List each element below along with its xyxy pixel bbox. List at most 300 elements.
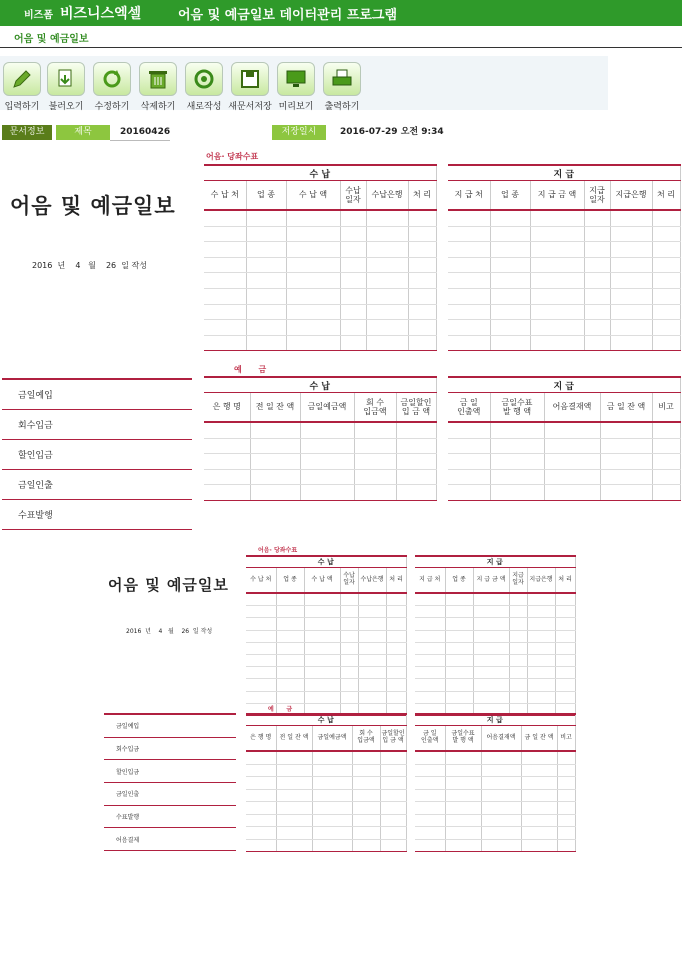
table-cell[interactable]	[448, 335, 490, 351]
table-cell[interactable]	[415, 789, 445, 802]
table-cell[interactable]	[530, 242, 584, 258]
table-cell[interactable]	[509, 654, 527, 666]
table-cell[interactable]	[481, 839, 521, 852]
table-cell[interactable]	[396, 469, 436, 485]
table-cell[interactable]	[286, 335, 340, 351]
table-cell[interactable]	[509, 630, 527, 642]
table-cell[interactable]	[358, 642, 386, 654]
table-cell[interactable]	[396, 485, 436, 501]
table-cell[interactable]	[448, 210, 490, 226]
table-cell[interactable]	[600, 438, 652, 454]
table-cell[interactable]	[473, 642, 509, 654]
table-cell[interactable]	[527, 691, 555, 703]
table-cell[interactable]	[380, 751, 406, 764]
table-cell[interactable]	[490, 320, 530, 336]
table-cell[interactable]	[352, 789, 380, 802]
table-cell[interactable]	[408, 288, 436, 304]
table-cell[interactable]	[473, 606, 509, 618]
table-cell[interactable]	[448, 422, 490, 438]
table-cell[interactable]	[584, 304, 610, 320]
table-cell[interactable]	[380, 839, 406, 852]
table-cell[interactable]	[610, 210, 652, 226]
table-cell[interactable]	[415, 606, 445, 618]
table-cell[interactable]	[340, 210, 366, 226]
table-cell[interactable]	[490, 304, 530, 320]
table-cell[interactable]	[527, 667, 555, 679]
table-cell[interactable]	[366, 242, 408, 258]
table-cell[interactable]	[204, 335, 246, 351]
table-cell[interactable]	[530, 335, 584, 351]
table-cell[interactable]	[386, 606, 406, 618]
table-cell[interactable]	[509, 691, 527, 703]
table-cell[interactable]	[527, 642, 555, 654]
table-cell[interactable]	[366, 257, 408, 273]
table-cell[interactable]	[415, 630, 445, 642]
table-cell[interactable]	[204, 485, 250, 501]
table-cell[interactable]	[448, 320, 490, 336]
table-cell[interactable]	[246, 691, 276, 703]
table-cell[interactable]	[276, 827, 312, 840]
table-cell[interactable]	[530, 320, 584, 336]
table-cell[interactable]	[304, 593, 340, 606]
table-cell[interactable]	[352, 802, 380, 815]
table-cell[interactable]	[448, 242, 490, 258]
table-cell[interactable]	[380, 814, 406, 827]
table-cell[interactable]	[555, 654, 575, 666]
table-cell[interactable]	[652, 257, 680, 273]
table-cell[interactable]	[445, 802, 481, 815]
table-cell[interactable]	[445, 679, 473, 691]
table-cell[interactable]	[652, 438, 680, 454]
table-cell[interactable]	[204, 242, 246, 258]
table-cell[interactable]	[610, 320, 652, 336]
table-cell[interactable]	[204, 273, 246, 289]
table-cell[interactable]	[652, 304, 680, 320]
table-cell[interactable]	[445, 593, 473, 606]
table-cell[interactable]	[445, 667, 473, 679]
table-cell[interactable]	[246, 802, 276, 815]
table-cell[interactable]	[286, 257, 340, 273]
table-cell[interactable]	[300, 438, 354, 454]
table-cell[interactable]	[366, 210, 408, 226]
table-cell[interactable]	[652, 273, 680, 289]
table-cell[interactable]	[246, 288, 286, 304]
table-cell[interactable]	[386, 593, 406, 606]
table-cell[interactable]	[250, 469, 300, 485]
table-cell[interactable]	[300, 469, 354, 485]
table-cell[interactable]	[527, 618, 555, 630]
table-cell[interactable]	[276, 679, 304, 691]
table-cell[interactable]	[473, 630, 509, 642]
table-cell[interactable]	[386, 667, 406, 679]
table-cell[interactable]	[276, 667, 304, 679]
table-cell[interactable]	[527, 654, 555, 666]
table-cell[interactable]	[286, 273, 340, 289]
delete-button[interactable]	[136, 62, 180, 112]
edit-button[interactable]	[90, 62, 134, 112]
table-cell[interactable]	[286, 304, 340, 320]
table-cell[interactable]	[386, 618, 406, 630]
table-cell[interactable]	[352, 827, 380, 840]
table-cell[interactable]	[204, 288, 246, 304]
table-cell[interactable]	[250, 454, 300, 470]
table-cell[interactable]	[352, 814, 380, 827]
table-cell[interactable]	[490, 288, 530, 304]
table-cell[interactable]	[340, 242, 366, 258]
table-cell[interactable]	[415, 679, 445, 691]
table-cell[interactable]	[396, 454, 436, 470]
table-cell[interactable]	[652, 469, 680, 485]
table-cell[interactable]	[276, 751, 312, 764]
table-cell[interactable]	[652, 485, 680, 501]
table-cell[interactable]	[610, 242, 652, 258]
table-cell[interactable]	[386, 691, 406, 703]
table-cell[interactable]	[557, 751, 575, 764]
table-cell[interactable]	[304, 679, 340, 691]
table-cell[interactable]	[246, 789, 276, 802]
table-cell[interactable]	[448, 304, 490, 320]
table-cell[interactable]	[246, 273, 286, 289]
table-cell[interactable]	[544, 485, 600, 501]
table-cell[interactable]	[555, 679, 575, 691]
table-cell[interactable]	[304, 642, 340, 654]
new-button[interactable]	[182, 62, 226, 112]
table-cell[interactable]	[366, 320, 408, 336]
table-cell[interactable]	[473, 691, 509, 703]
table-cell[interactable]	[312, 839, 352, 852]
table-cell[interactable]	[555, 618, 575, 630]
table-cell[interactable]	[473, 679, 509, 691]
table-cell[interactable]	[652, 335, 680, 351]
table-cell[interactable]	[276, 764, 312, 777]
table-cell[interactable]	[490, 210, 530, 226]
table-cell[interactable]	[415, 764, 445, 777]
table-cell[interactable]	[448, 257, 490, 273]
table-cell[interactable]	[246, 257, 286, 273]
table-cell[interactable]	[276, 618, 304, 630]
table-cell[interactable]	[415, 777, 445, 790]
table-cell[interactable]	[300, 454, 354, 470]
table-cell[interactable]	[448, 288, 490, 304]
table-cell[interactable]	[544, 438, 600, 454]
table-cell[interactable]	[557, 839, 575, 852]
table-cell[interactable]	[557, 802, 575, 815]
table-cell[interactable]	[358, 679, 386, 691]
preview-button[interactable]	[274, 62, 318, 112]
table-cell[interactable]	[557, 789, 575, 802]
table-cell[interactable]	[352, 751, 380, 764]
table-cell[interactable]	[652, 288, 680, 304]
table-cell[interactable]	[304, 654, 340, 666]
table-cell[interactable]	[509, 642, 527, 654]
table-cell[interactable]	[204, 438, 250, 454]
table-cell[interactable]	[340, 679, 358, 691]
table-cell[interactable]	[358, 667, 386, 679]
table-cell[interactable]	[448, 438, 490, 454]
table-cell[interactable]	[276, 593, 304, 606]
table-cell[interactable]	[448, 469, 490, 485]
table-cell[interactable]	[584, 226, 610, 242]
table-cell[interactable]	[366, 226, 408, 242]
table-cell[interactable]	[286, 320, 340, 336]
table-cell[interactable]	[250, 485, 300, 501]
input-button[interactable]	[0, 62, 44, 112]
table-cell[interactable]	[415, 751, 445, 764]
table-cell[interactable]	[584, 273, 610, 289]
table-cell[interactable]	[340, 618, 358, 630]
table-cell[interactable]	[340, 288, 366, 304]
table-cell[interactable]	[652, 226, 680, 242]
table-cell[interactable]	[312, 764, 352, 777]
table-cell[interactable]	[584, 257, 610, 273]
table-cell[interactable]	[340, 667, 358, 679]
table-cell[interactable]	[286, 242, 340, 258]
table-cell[interactable]	[530, 273, 584, 289]
table-cell[interactable]	[490, 273, 530, 289]
table-cell[interactable]	[352, 764, 380, 777]
table-cell[interactable]	[312, 814, 352, 827]
table-cell[interactable]	[246, 679, 276, 691]
table-cell[interactable]	[557, 764, 575, 777]
table-cell[interactable]	[366, 304, 408, 320]
table-cell[interactable]	[555, 630, 575, 642]
table-cell[interactable]	[415, 839, 445, 852]
table-cell[interactable]	[544, 469, 600, 485]
table-cell[interactable]	[352, 839, 380, 852]
table-cell[interactable]	[246, 630, 276, 642]
table-cell[interactable]	[276, 654, 304, 666]
table-cell[interactable]	[610, 288, 652, 304]
table-cell[interactable]	[246, 764, 276, 777]
table-cell[interactable]	[448, 454, 490, 470]
table-cell[interactable]	[473, 618, 509, 630]
table-cell[interactable]	[555, 606, 575, 618]
table-cell[interactable]	[304, 606, 340, 618]
table-cell[interactable]	[530, 304, 584, 320]
table-cell[interactable]	[246, 335, 286, 351]
table-cell[interactable]	[358, 654, 386, 666]
table-cell[interactable]	[246, 606, 276, 618]
table-cell[interactable]	[415, 827, 445, 840]
table-cell[interactable]	[415, 691, 445, 703]
table-cell[interactable]	[204, 454, 250, 470]
table-cell[interactable]	[584, 242, 610, 258]
table-cell[interactable]	[340, 642, 358, 654]
table-cell[interactable]	[354, 485, 396, 501]
table-cell[interactable]	[340, 335, 366, 351]
table-cell[interactable]	[415, 802, 445, 815]
table-cell[interactable]	[652, 454, 680, 470]
table-cell[interactable]	[509, 593, 527, 606]
table-cell[interactable]	[340, 691, 358, 703]
table-cell[interactable]	[600, 454, 652, 470]
table-cell[interactable]	[652, 320, 680, 336]
table-cell[interactable]	[521, 751, 557, 764]
table-cell[interactable]	[445, 630, 473, 642]
table-cell[interactable]	[246, 642, 276, 654]
table-cell[interactable]	[286, 210, 340, 226]
table-cell[interactable]	[358, 618, 386, 630]
table-cell[interactable]	[380, 777, 406, 790]
table-cell[interactable]	[276, 691, 304, 703]
table-cell[interactable]	[286, 288, 340, 304]
table-cell[interactable]	[557, 777, 575, 790]
table-cell[interactable]	[527, 630, 555, 642]
title-value[interactable]: 20160426	[120, 127, 171, 137]
table-cell[interactable]	[204, 469, 250, 485]
table-cell[interactable]	[415, 814, 445, 827]
table-cell[interactable]	[521, 827, 557, 840]
table-cell[interactable]	[557, 827, 575, 840]
table-cell[interactable]	[380, 802, 406, 815]
table-cell[interactable]	[300, 422, 354, 438]
table-cell[interactable]	[445, 814, 481, 827]
table-cell[interactable]	[358, 630, 386, 642]
table-cell[interactable]	[204, 257, 246, 273]
load-button[interactable]	[44, 62, 88, 112]
table-cell[interactable]	[340, 273, 366, 289]
table-cell[interactable]	[408, 304, 436, 320]
table-cell[interactable]	[521, 777, 557, 790]
table-cell[interactable]	[276, 606, 304, 618]
table-cell[interactable]	[445, 789, 481, 802]
table-cell[interactable]	[312, 802, 352, 815]
table-cell[interactable]	[610, 335, 652, 351]
table-cell[interactable]	[340, 226, 366, 242]
table-cell[interactable]	[445, 618, 473, 630]
table-cell[interactable]	[204, 320, 246, 336]
table-cell[interactable]	[276, 814, 312, 827]
table-cell[interactable]	[481, 827, 521, 840]
table-cell[interactable]	[304, 630, 340, 642]
table-cell[interactable]	[445, 839, 481, 852]
table-cell[interactable]	[521, 802, 557, 815]
table-cell[interactable]	[445, 777, 481, 790]
table-cell[interactable]	[354, 469, 396, 485]
table-cell[interactable]	[521, 839, 557, 852]
table-cell[interactable]	[408, 257, 436, 273]
table-cell[interactable]	[246, 667, 276, 679]
table-cell[interactable]	[246, 777, 276, 790]
table-cell[interactable]	[358, 593, 386, 606]
table-cell[interactable]	[312, 751, 352, 764]
table-cell[interactable]	[276, 630, 304, 642]
table-cell[interactable]	[204, 210, 246, 226]
table-cell[interactable]	[408, 210, 436, 226]
table-cell[interactable]	[490, 454, 544, 470]
table-cell[interactable]	[415, 593, 445, 606]
table-cell[interactable]	[354, 454, 396, 470]
table-cell[interactable]	[312, 789, 352, 802]
table-cell[interactable]	[304, 691, 340, 703]
table-cell[interactable]	[380, 789, 406, 802]
table-cell[interactable]	[481, 777, 521, 790]
table-cell[interactable]	[448, 226, 490, 242]
table-cell[interactable]	[530, 226, 584, 242]
table-cell[interactable]	[473, 667, 509, 679]
table-cell[interactable]	[481, 802, 521, 815]
table-cell[interactable]	[555, 642, 575, 654]
table-cell[interactable]	[366, 273, 408, 289]
table-cell[interactable]	[408, 226, 436, 242]
table-cell[interactable]	[246, 827, 276, 840]
table-cell[interactable]	[276, 642, 304, 654]
table-cell[interactable]	[584, 335, 610, 351]
table-cell[interactable]	[354, 422, 396, 438]
table-cell[interactable]	[408, 320, 436, 336]
table-cell[interactable]	[448, 485, 490, 501]
table-cell[interactable]	[557, 814, 575, 827]
table-cell[interactable]	[340, 257, 366, 273]
table-cell[interactable]	[600, 485, 652, 501]
table-cell[interactable]	[600, 422, 652, 438]
table-cell[interactable]	[286, 226, 340, 242]
table-cell[interactable]	[276, 777, 312, 790]
table-cell[interactable]	[530, 210, 584, 226]
table-cell[interactable]	[490, 469, 544, 485]
table-cell[interactable]	[312, 777, 352, 790]
table-cell[interactable]	[555, 691, 575, 703]
table-cell[interactable]	[527, 606, 555, 618]
table-cell[interactable]	[304, 667, 340, 679]
table-cell[interactable]	[358, 606, 386, 618]
table-cell[interactable]	[246, 226, 286, 242]
table-cell[interactable]	[415, 667, 445, 679]
table-cell[interactable]	[473, 593, 509, 606]
table-cell[interactable]	[386, 679, 406, 691]
table-cell[interactable]	[490, 335, 530, 351]
table-cell[interactable]	[544, 422, 600, 438]
table-cell[interactable]	[312, 827, 352, 840]
table-cell[interactable]	[408, 273, 436, 289]
table-cell[interactable]	[521, 789, 557, 802]
table-cell[interactable]	[481, 764, 521, 777]
print-button[interactable]	[320, 62, 364, 112]
table-cell[interactable]	[358, 691, 386, 703]
table-cell[interactable]	[246, 814, 276, 827]
table-cell[interactable]	[246, 242, 286, 258]
table-cell[interactable]	[366, 335, 408, 351]
table-cell[interactable]	[481, 814, 521, 827]
table-cell[interactable]	[246, 304, 286, 320]
table-cell[interactable]	[555, 593, 575, 606]
table-cell[interactable]	[408, 335, 436, 351]
table-cell[interactable]	[250, 438, 300, 454]
table-cell[interactable]	[490, 257, 530, 273]
table-cell[interactable]	[530, 257, 584, 273]
table-cell[interactable]	[610, 257, 652, 273]
table-cell[interactable]	[204, 226, 246, 242]
table-cell[interactable]	[396, 422, 436, 438]
table-cell[interactable]	[204, 422, 250, 438]
table-cell[interactable]	[610, 273, 652, 289]
table-cell[interactable]	[481, 751, 521, 764]
table-cell[interactable]	[652, 242, 680, 258]
table-cell[interactable]	[473, 654, 509, 666]
table-cell[interactable]	[276, 789, 312, 802]
table-cell[interactable]	[340, 593, 358, 606]
table-cell[interactable]	[490, 485, 544, 501]
table-cell[interactable]	[340, 654, 358, 666]
table-cell[interactable]	[490, 422, 544, 438]
table-cell[interactable]	[652, 210, 680, 226]
table-cell[interactable]	[490, 226, 530, 242]
table-cell[interactable]	[366, 288, 408, 304]
table-cell[interactable]	[481, 789, 521, 802]
table-cell[interactable]	[246, 654, 276, 666]
table-cell[interactable]	[204, 304, 246, 320]
table-cell[interactable]	[340, 606, 358, 618]
